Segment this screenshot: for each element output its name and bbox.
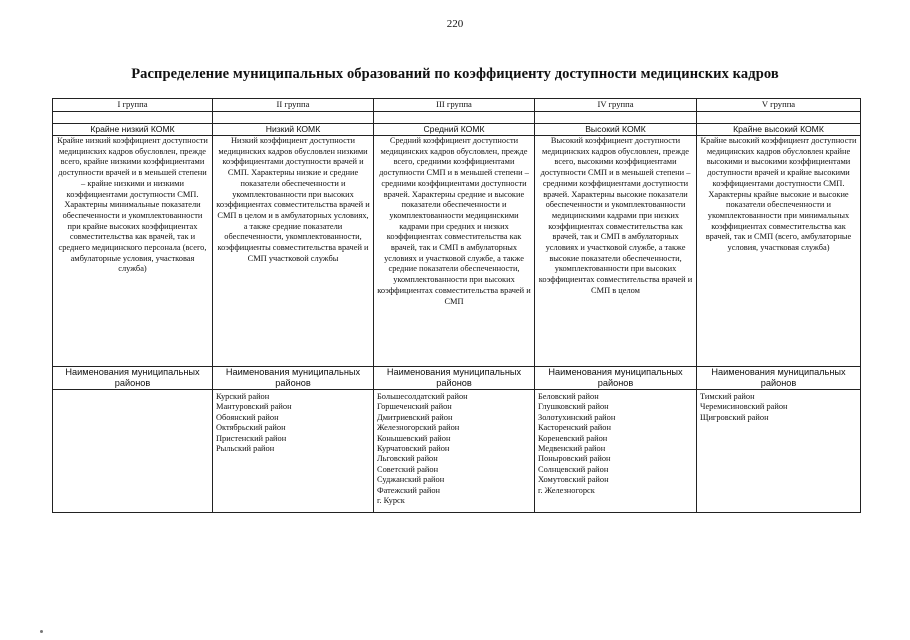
district-item: Хомутовский район <box>538 475 609 485</box>
group-1-description: Крайне низкий коэффициент доступности медицинских кадров обусловлен, прежде всего, крайне низкими коэффициентами доступности врачей и в меньшей степени – крайне низкими и низкими коэффициентами доступности СМП. Характерны минимальные показатели обеспеченности и укомплектованности при крайне высоких коэффициентах совместительства как врачей, так и среднего медицинского персонала (всего, амбулаторные условия, участковая служба) <box>53 136 213 367</box>
district-item: Черемисиновский район <box>700 402 788 412</box>
district-item: Дмитриевский район <box>377 412 453 422</box>
district-item: Солнцевский район <box>538 464 609 474</box>
district-item: Золотухинский район <box>538 412 616 422</box>
districts-row <box>53 390 861 513</box>
group-2-districts <box>213 390 374 513</box>
group-2-header: II группа <box>213 99 374 112</box>
group-2-names-header: Наименования муниципальных районов <box>213 367 374 390</box>
group-1-names-header: Наименования муниципальных районов <box>53 367 213 390</box>
komk-row <box>53 124 861 136</box>
names-header-row <box>53 367 861 390</box>
group-4-names-header: Наименования муниципальных районов <box>535 367 697 390</box>
description-row <box>53 136 861 367</box>
district-item: Кореневский район <box>538 433 608 443</box>
district-item: Обоянский район <box>216 412 279 422</box>
scan-dot <box>40 630 43 633</box>
group-5-districts <box>697 390 861 513</box>
group-1-komk: Крайне низкий КОМК <box>53 124 213 136</box>
group-1-districts <box>53 390 213 513</box>
district-item: Фатежский район <box>377 485 441 495</box>
group-5-description: Крайне высокий коэффициент доступности медицинских кадров обусловлен крайне высокими и высокими коэффициентами доступности врачей и крайне высокими коэффициентами доступности СМП. Характерны крайне высокие и высокие показатели обеспеченности и укомплектованности при минимальных коэффициентах совместительства как врачей, так и СМП (всего, амбулаторные условия, участковая служба) <box>697 136 861 367</box>
district-item: Льговский район <box>377 454 438 464</box>
district-item: Большесолдатский район <box>377 392 468 401</box>
district-item: Курский район <box>216 392 270 401</box>
district-item: Октябрьский район <box>216 423 286 433</box>
group-5-header: V группа <box>697 99 861 112</box>
district-item: Суджанский район <box>377 475 445 485</box>
district-item: Рыльский район <box>216 444 275 454</box>
district-item: г. Курск <box>377 496 405 506</box>
district-item: Пристенский район <box>216 433 287 443</box>
district-item: Советский район <box>377 464 439 474</box>
group-4-description: Высокий коэффициент доступности медицинских кадров обусловлен, прежде всего, высокими коэффициентами доступности СМП и в меньшей степени – средними коэффициентами доступности врачей. Характерны высокие показатели обеспеченности и укомплектованности медицинскими кадрами при низких коэффициентах совместительства как врачей, так и СМП в амбулаторных условиях и участковой службе, а также высокие показатели обеспеченности, укомплектованности при высоких коэффициентах совместительства врачей и СМП в целом <box>535 136 697 367</box>
district-item: Глушковский район <box>538 402 609 412</box>
group-4-komk: Высокий КОМК <box>535 124 697 136</box>
district-item: Щигровский район <box>700 412 769 422</box>
group-1-header: I группа <box>53 99 213 112</box>
district-item: Горшеченский район <box>377 402 452 412</box>
group-4-districts <box>535 390 697 513</box>
district-item: Тимский район <box>700 392 755 401</box>
district-item: Касторенский район <box>538 423 611 433</box>
group-3-komk: Средний КОМК <box>374 124 535 136</box>
group-2-description: Низкий коэффициент доступности медицинских кадров обусловлен низкими коэффициентами доступности врачей и СМП. Характерны низкие и средние показатели обеспеченности и укомплектованности при высоких коэффициентах совместительства врачей и СМП в целом и в амбулаторных условиях, а также средние показатели обеспеченности, укомплектованности, коэффициенты совместительства врачей и СМП участковой службы <box>213 136 374 367</box>
district-item: Беловский район <box>538 392 599 401</box>
group-3-districts <box>374 390 535 513</box>
district-item: Поныровский район <box>538 454 611 464</box>
district-item: Железногорский район <box>377 423 460 433</box>
group-2-komk: Низкий КОМК <box>213 124 374 136</box>
district-item: Медвенский район <box>538 444 606 454</box>
group-3-description: Средний коэффициент доступности медицинских кадров обусловлен, прежде всего, средними коэффициентами доступности СМП и в меньшей степени – средними коэффициентами доступности врачей. Характерны средние и высокие показатели обеспеченности и укомплектованности медицинскими кадрами при средних и низких коэффициентах совместительства как врачей, так и СМП в амбулаторных условиях и участковой службе, а также средние показатели обеспеченности, укомплектованности при высоких коэффициентах совместительства врачей и СМП <box>374 136 535 367</box>
group-5-names-header: Наименования муниципальных районов <box>697 367 861 390</box>
page-number: 220 <box>446 18 464 30</box>
district-item: Конышевский район <box>377 433 451 443</box>
district-item: Курчатовский район <box>377 444 450 454</box>
group-3-names-header: Наименования муниципальных районов <box>374 367 535 390</box>
district-item: г. Железногорск <box>538 485 595 495</box>
group-header-row <box>53 99 861 112</box>
group-5-komk: Крайне высокий КОМК <box>697 124 861 136</box>
group-3-header: III группа <box>374 99 535 112</box>
group-4-header: IV группа <box>535 99 697 112</box>
spacer-row <box>53 112 861 124</box>
distribution-table <box>52 98 861 513</box>
page-title: Распределение муниципальных образований по коэффициенту доступности медицинских кадров <box>131 66 779 82</box>
district-item: Мантуровский район <box>216 402 292 412</box>
